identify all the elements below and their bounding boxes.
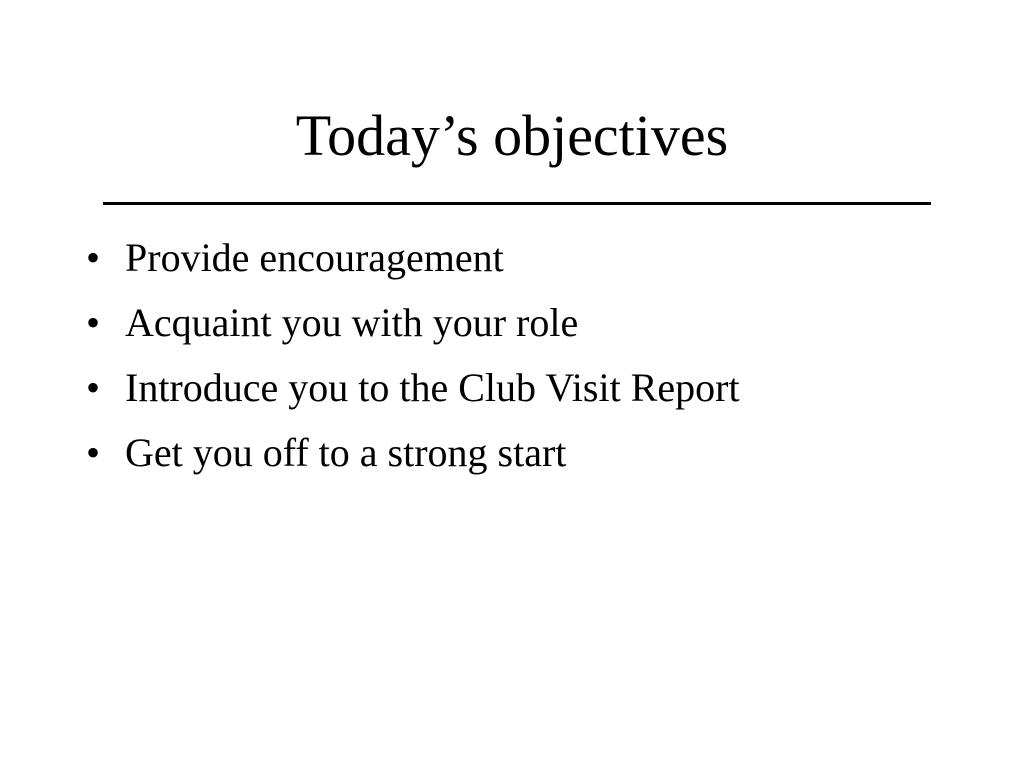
list-item-text: Introduce you to the Club Visit Report bbox=[125, 365, 740, 410]
list-item-text: Acquaint you with your role bbox=[125, 300, 579, 345]
title-underline bbox=[103, 202, 931, 205]
list-item bbox=[86, 295, 740, 360]
bullet-icon: • bbox=[86, 365, 101, 410]
objectives-list bbox=[86, 230, 740, 490]
slide-title: Today’s objectives bbox=[295, 103, 729, 168]
bullet-icon: • bbox=[86, 235, 101, 280]
list-item bbox=[86, 230, 740, 295]
list-item bbox=[86, 425, 740, 490]
list-item bbox=[86, 360, 740, 425]
bullet-icon: • bbox=[86, 430, 101, 475]
list-item-text: Provide encouragement bbox=[125, 235, 504, 280]
list-item-text: Get you off to a strong start bbox=[125, 430, 567, 475]
bullet-icon: • bbox=[86, 300, 101, 345]
